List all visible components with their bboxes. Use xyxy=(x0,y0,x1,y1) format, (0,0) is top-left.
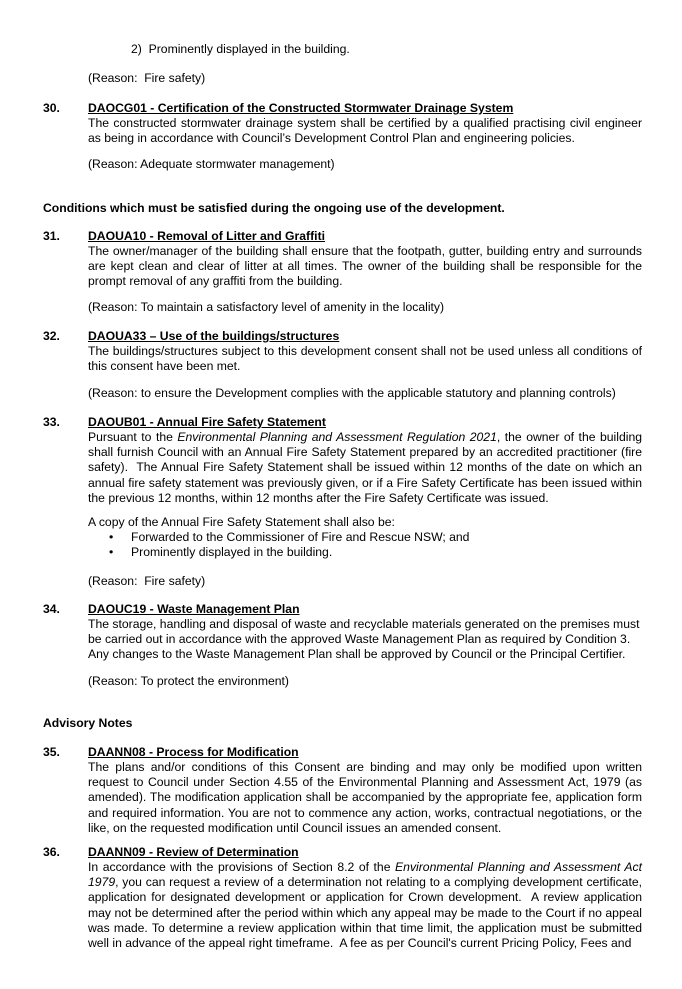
regulation-title: Environmental Planning and Assessment Regulation 2021 xyxy=(177,430,497,444)
condition-body xyxy=(88,430,642,506)
condition-heading: DAANN08 - Process for Modification xyxy=(88,745,299,759)
body-text: In accordance with the provisions of Section 8.2 of the xyxy=(88,860,396,874)
condition-body: The constructed stormwater drainage system shall be certified by a qualified practising civil engineer as being in accordance with Council’s Development Control Plan and engineering policies. xyxy=(88,116,642,146)
bullet-icon: • xyxy=(109,545,114,559)
condition-body: The owner/manager of the building shall ensure that the footpath, gutter, building entry and surrounds are kept clean and clear of litter at all times. The owner of the building shall be responsible for the prompt removal of any graffiti from the building. xyxy=(88,244,642,289)
condition-number: 36. xyxy=(43,845,60,859)
condition-heading: DAOCG01 - Certification of the Constructed Stormwater Drainage System xyxy=(88,101,514,115)
bullet-item: Prominently displayed in the building. xyxy=(131,545,333,559)
list-item: 2) Prominently displayed in the building. xyxy=(131,42,350,56)
copy-intro: A copy of the Annual Fire Safety Statement shall also be: xyxy=(88,515,395,529)
reason-text: (Reason: to ensure the Development complies with the applicable statutory and planning controls) xyxy=(88,386,616,400)
bullet-icon: • xyxy=(109,530,114,544)
act-title: Environmental Planning and Assessment Act 1979 xyxy=(88,860,642,890)
reason-text: (Reason: To maintain a satisfactory level of amenity in the locality) xyxy=(88,300,445,314)
condition-body: The buildings/structures subject to this development consent shall not be used unless all conditions of this consent have been met. xyxy=(88,344,642,374)
reason-text: (Reason: Fire safety) xyxy=(88,574,206,588)
reason-text: (Reason: Adequate stormwater management) xyxy=(88,157,335,171)
condition-heading: DAOUB01 - Annual Fire Safety Statement xyxy=(88,415,326,429)
condition-number: 30. xyxy=(43,101,60,115)
condition-body: The storage, handling and disposal of waste and recyclable materials generated on the premises must be carried out in accordance with the approved Waste Management Plan as required by Condition 3. Any changes to the Waste Management Plan shall be approved by Council or the Principal Certifier. xyxy=(88,617,640,662)
condition-body xyxy=(88,860,642,951)
condition-heading: DAOUA33 – Use of the buildings/structures xyxy=(88,329,340,343)
condition-number: 33. xyxy=(43,415,60,429)
reason-text: (Reason: To protect the environment) xyxy=(88,674,289,688)
section-heading: Conditions which must be satisfied during the ongoing use of the development. xyxy=(43,201,505,215)
condition-body: The plans and/or conditions of this Consent are binding and may only be modified upon written request to Council under Section 4.55 of the Environmental Planning and Assessment Act, 1979 (as amended). The modification application shall be accompanied by the appropriate fee, application form and required information. You are not to commence any action, works, contractual negotiations, or the like, on the requested modification until Council issues an amended consent. xyxy=(88,760,642,835)
condition-heading: DAANN09 - Review of Determination xyxy=(88,845,299,859)
bullet-item: Forwarded to the Commissioner of Fire and Rescue NSW; and xyxy=(131,530,470,544)
condition-heading: DAOUC19 - Waste Management Plan xyxy=(88,602,300,616)
section-heading: Advisory Notes xyxy=(43,716,133,730)
condition-number: 35. xyxy=(43,745,60,759)
condition-number: 31. xyxy=(43,229,60,243)
condition-heading: DAOUA10 - Removal of Litter and Graffiti xyxy=(88,229,326,243)
reason-text: (Reason: Fire safety) xyxy=(88,71,206,85)
condition-number: 32. xyxy=(43,329,60,343)
condition-number: 34. xyxy=(43,602,60,616)
body-text: Pursuant to the xyxy=(88,430,178,444)
body-text: , you can request a review of a determination not relating to a complying development certificate, application for designated development or application for Crown development. A review application may not be determined after the period within which any appeal may be made to the Court if no appeal was made. To determine a review application within that time limit, the application must be submitted well in advance of the appeal right timeframe. A fee as per Council's current Pricing Policy, Fees and xyxy=(88,875,642,951)
body-text: , the owner of the building shall furnish Council with an Annual Fire Safety Statement prepared by an accredited practitioner (fire safety). The Annual Fire Safety Statement shall be issued within 12 months of the date on which an annual fire safety statement was previously given, or if a Fire Safety Certificate has been issued within the previous 12 months, within 12 months after the Fire Safety Certificate was issued. xyxy=(88,430,643,505)
